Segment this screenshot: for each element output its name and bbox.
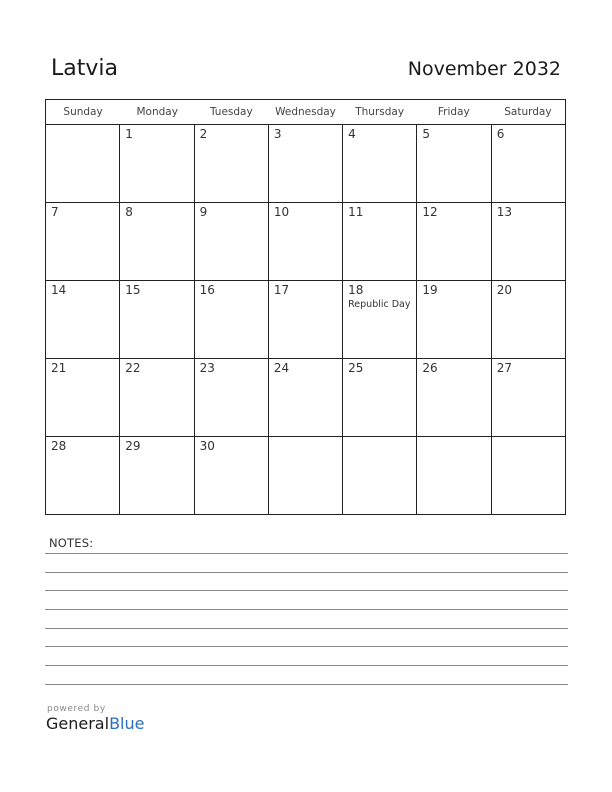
day-cell — [46, 281, 120, 358]
note-line — [45, 646, 568, 647]
day-number: 11 — [348, 205, 364, 219]
week-row — [46, 203, 565, 281]
brand-name-general: General — [46, 714, 110, 733]
day-number: 23 — [199, 361, 215, 375]
weekday-header: Sunday — [63, 106, 103, 118]
day-cell — [269, 203, 343, 280]
day-cell — [46, 203, 120, 280]
week-row — [46, 281, 565, 359]
day-cell — [120, 281, 194, 358]
month-year-title: November 2032 — [407, 58, 561, 80]
day-cell — [120, 125, 194, 202]
day-cell-holiday — [343, 281, 417, 358]
country-title: Latvia — [51, 56, 118, 81]
day-cell — [46, 437, 120, 514]
brand-name — [46, 714, 144, 734]
day-number: 22 — [125, 361, 141, 375]
day-cell — [269, 359, 343, 436]
day-number: 21 — [51, 361, 67, 375]
week-row — [46, 359, 565, 437]
day-cell — [417, 125, 491, 202]
week-row — [46, 437, 565, 514]
day-cell — [46, 359, 120, 436]
day-number: 8 — [125, 205, 133, 219]
brand-name-blue: Blue — [109, 714, 145, 733]
day-number: 17 — [273, 283, 290, 297]
day-number: 29 — [125, 439, 141, 453]
holiday-label: Republic Day — [348, 299, 411, 310]
day-cell — [120, 437, 194, 514]
day-cell — [269, 437, 343, 514]
day-number: 20 — [496, 283, 512, 297]
day-cell — [343, 125, 417, 202]
day-number: 26 — [422, 361, 438, 375]
day-number: 7 — [51, 205, 59, 219]
weekday-header: Monday — [136, 106, 178, 118]
weekday-header: Saturday — [504, 106, 552, 118]
day-number: 4 — [348, 127, 356, 141]
day-number: 28 — [51, 439, 67, 453]
day-number: 12 — [422, 205, 438, 219]
day-number: 5 — [422, 127, 431, 141]
day-cell — [417, 203, 491, 280]
calendar-grid — [45, 99, 566, 515]
day-cell — [417, 437, 491, 514]
day-cell — [269, 125, 343, 202]
day-cell — [120, 359, 194, 436]
day-cell — [417, 281, 491, 358]
day-cell — [492, 203, 565, 280]
note-line — [45, 553, 568, 554]
day-number: 1 — [125, 127, 133, 141]
day-cell — [492, 359, 565, 436]
day-cell — [343, 359, 417, 436]
day-number: 24 — [273, 361, 290, 375]
day-cell — [46, 125, 120, 202]
day-cell — [417, 359, 491, 436]
day-number: 9 — [199, 205, 208, 219]
day-cell — [195, 281, 269, 358]
day-cell — [120, 203, 194, 280]
day-number: 10 — [273, 205, 290, 219]
day-number: 3 — [273, 127, 282, 141]
note-line — [45, 684, 568, 685]
weekday-header-row — [46, 100, 565, 125]
day-number: 19 — [422, 283, 438, 297]
day-number: 27 — [496, 361, 512, 375]
note-line — [45, 609, 568, 610]
day-number: 2 — [199, 127, 208, 141]
day-number: 30 — [199, 439, 215, 453]
day-cell — [343, 437, 417, 514]
day-cell — [343, 203, 417, 280]
day-number: 6 — [496, 127, 505, 141]
note-line — [45, 628, 568, 629]
weekday-header: Thursday — [355, 106, 405, 118]
day-cell — [195, 359, 269, 436]
note-line — [45, 572, 568, 573]
weekday-header: Wednesday — [275, 106, 336, 118]
brand-logo — [46, 704, 144, 734]
day-cell — [492, 281, 565, 358]
week-row — [46, 125, 565, 203]
notes-label: NOTES: — [49, 536, 94, 550]
day-cell — [492, 125, 565, 202]
weekday-header: Tuesday — [209, 106, 253, 118]
day-number: 25 — [348, 361, 364, 375]
note-line — [45, 665, 568, 666]
day-number: 18 — [348, 283, 364, 297]
day-number: 14 — [51, 283, 67, 297]
powered-by-text: powered by — [47, 704, 106, 714]
day-cell — [195, 437, 269, 514]
day-cell — [492, 437, 565, 514]
note-line — [45, 590, 568, 591]
day-number: 15 — [125, 283, 141, 297]
day-cell — [269, 281, 343, 358]
day-cell — [195, 125, 269, 202]
weekday-header: Friday — [437, 106, 470, 118]
day-number: 16 — [199, 283, 215, 297]
day-cell — [195, 203, 269, 280]
day-number: 13 — [496, 205, 512, 219]
